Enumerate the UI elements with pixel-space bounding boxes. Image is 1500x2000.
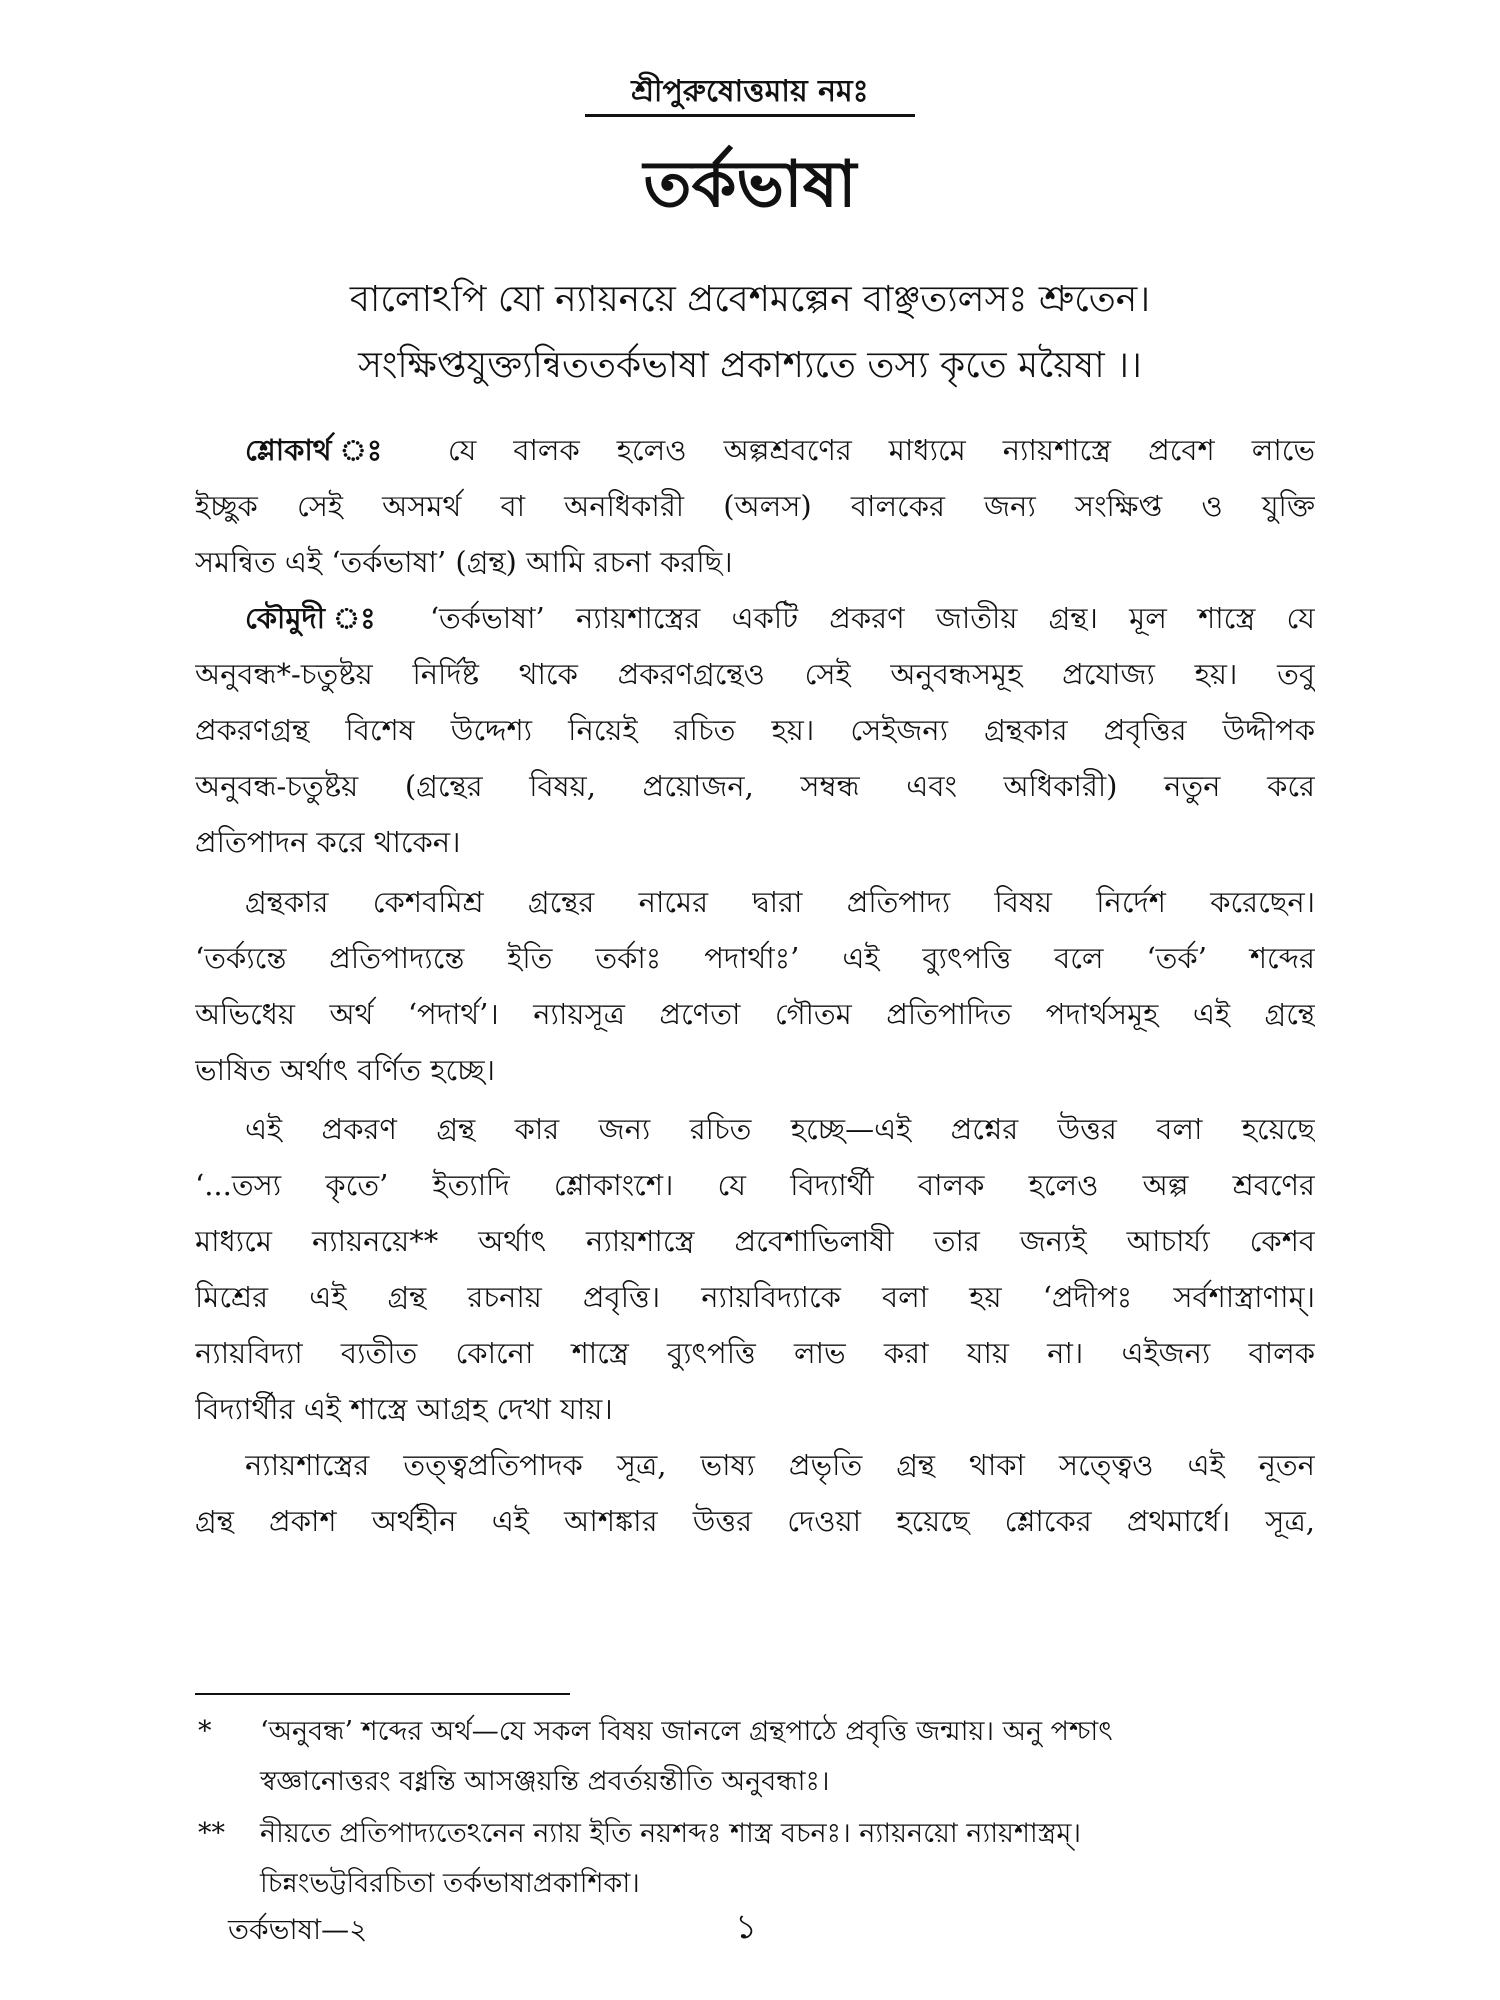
paragraph-line: গ্রন্থ প্রকাশ অর্থহীন এই আশঙ্কার উত্তর দেওয়া হয়েছে শ্লোকের প্রথমার্ধে। সূত্র, [195, 1504, 1315, 1538]
paragraph-line: ইচ্ছুক সেই অসমর্থ বা অনধিকারী (অলস) বালকের জন্য সংক্ষিপ্ত ও যুক্তি [195, 489, 1315, 523]
paragraph-line [245, 428, 1315, 472]
paragraph-line: ‘...তস্য কৃতে’ ইত্যাদি শ্লোকাংশে। যে বিদ্যার্থী বালক হলেও অল্প শ্রবণের [195, 1168, 1315, 1202]
paragraph-line: মাধ্যমে ন্যায়নয়ে** অর্থাৎ ন্যায়শাস্ত্রে প্রবেশাভিলাষী তার জন্যই আচার্য্য কেশব [195, 1224, 1315, 1258]
kaumudi-label: কৌমুদী [245, 601, 325, 635]
paragraph-line: অনুবন্ধ-চতুষ্টয় (গ্রন্থের বিষয়, প্রয়োজন, সম্বন্ধ এবং অধিকারী) নতুন করে [195, 769, 1315, 803]
shlokartha-label: শ্লোকার্থ [245, 433, 332, 467]
verse-line-1: বালোঽপি যো ন্যায়নয়ে প্রবেশমল্পেন বাঞ্ছত্যলসঃ শ্রুতেন। [349, 279, 1151, 320]
signature-mark: তর্কভাষা—২ [228, 1913, 368, 1946]
paragraph-line: প্রকরণগ্রন্থ বিশেষ উদ্দেশ্য নিয়েই রচিত হয়। সেইজন্য গ্রন্থকার প্রবৃত্তির উদ্দীপক [195, 713, 1315, 747]
paragraph-line: অভিধেয় অর্থ ‘পদার্থ’। ন্যায়সূত্র প্রণেতা গৌতম প্রতিপাদিত পদার্থসমূহ এই গ্রন্থে [195, 997, 1315, 1031]
paragraph-line: অনুবন্ধ*-চতুষ্টয় নির্দিষ্ট থাকে প্রকরণগ্রন্থেও সেই অনুবন্ধসমূহ প্রযোজ্য হয়। তবু [195, 657, 1315, 691]
footnote-line: ‘অনুবন্ধ’ শব্দের অর্থ—যে সকল বিষয় জানলে গ্রন্থপাঠে প্রবৃত্তি জন্মায়। অনু পশ্চাৎ [260, 1716, 1113, 1747]
page-number: ১ [735, 1907, 758, 1947]
line-text: যে বালক হলেও অল্পশ্রবণের মাধ্যমে ন্যায়শাস্ত্রে প্রবেশ লাভে [447, 433, 1315, 467]
footnote-line: চিন্নংভট্টবিরচিতা তর্কভাষাপ্রকাশিকা। [260, 1868, 640, 1899]
paragraph-line: গ্রন্থকার কেশবমিশ্র গ্রন্থের নামের দ্বারা প্রতিপাদ্য বিষয় নির্দেশ করেছেন। [245, 885, 1315, 919]
footnote-line: নীয়তে প্রতিপাদ্যতেঽনেন ন্যায় ইতি নয়শব্দঃ শাস্ত্র বচনঃ। ন্যায়নয়ো ন্যায়শাস্ত্রম্। [260, 1818, 1081, 1849]
paragraph-line: সমন্বিত এই ‘তর্কভাষা’ (গ্রন্থ) আমি রচনা করছি। [195, 545, 733, 579]
paragraph-line: এই প্রকরণ গ্রন্থ কার জন্য রচিত হচ্ছে—এই প্রশ্নের উত্তর বলা হয়েছে [245, 1112, 1315, 1146]
line-text: ‘তর্কভাষা’ ন্যায়শাস্ত্রের একটি প্রকরণ জাতীয় গ্রন্থ। মূল শাস্ত্রে যে [429, 601, 1315, 635]
paragraph-line [245, 596, 1315, 640]
paragraph-line: ভাষিত অর্থাৎ বর্ণিত হচ্ছে। [195, 1053, 495, 1087]
paragraph-line: ন্যায়শাস্ত্রের তত্ত্বপ্রতিপাদক সূত্র, ভাষ্য প্রভৃতি গ্রন্থ থাকা সত্ত্বেও এই নূতন [245, 1448, 1315, 1482]
label-separator: ঃ [325, 601, 430, 635]
footnote-divider [195, 1693, 570, 1695]
label-separator: ঃ [331, 433, 448, 467]
paragraph-line: মিশ্রের এই গ্রন্থ রচনায় প্রবৃত্তি। ন্যায়বিদ্যাকে বলা হয় ‘প্রদীপঃ সর্বশাস্ত্রাণাম্। [195, 1280, 1315, 1314]
verse-line-2: সংক্ষিপ্তযুক্ত্যন্বিততর্কভাষা প্রকাশ্যতে তস্য কৃতে ময়ৈষা ।। [358, 345, 1142, 386]
invocation-heading: শ্রীপুরুষোত্তমায় নমঃ [585, 72, 915, 117]
paragraph-line: প্রতিপাদন করে থাকেন। [195, 825, 461, 859]
paragraph-line: ‘তর্ক্যন্তে প্রতিপাদ্যন্তে ইতি তর্কাঃ পদার্থাঃ’ এই ব্যুৎপত্তি বলে ‘তর্ক’ শব্দের [195, 941, 1315, 975]
footnote-marker: * [198, 1716, 212, 1747]
footnote-line: স্বজ্ঞানোত্তরং বধ্নন্তি আসঞ্জয়ন্তি প্রবর্তয়ন্তীতি অনুবন্ধাঃ। [260, 1766, 830, 1797]
page-title: তর্কভাষা [643, 147, 857, 222]
paragraph-line: ন্যায়বিদ্যা ব্যতীত কোনো শাস্ত্রে ব্যুৎপত্তি লাভ করা যায় না। এইজন্য বালক [195, 1336, 1315, 1370]
paragraph-line: বিদ্যার্থীর এই শাস্ত্রে আগ্রহ দেখা যায়। [195, 1392, 613, 1426]
footnote-marker: ** [198, 1818, 225, 1849]
